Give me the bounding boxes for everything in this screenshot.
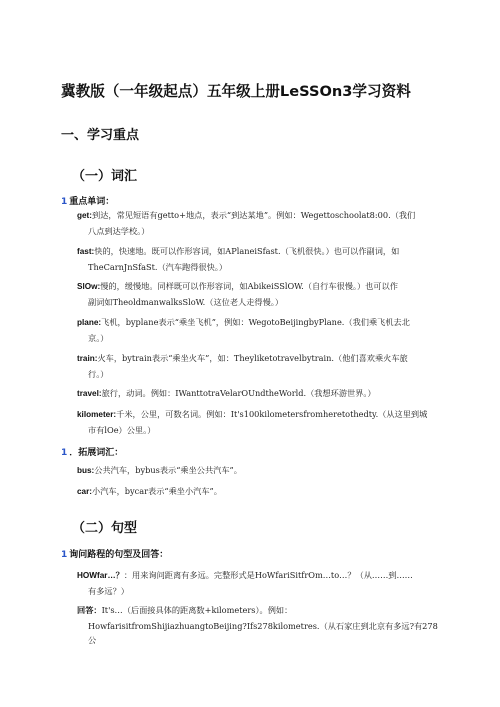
vocab-entry-slow	[77, 279, 442, 309]
ext-entry-bus	[77, 463, 442, 479]
vocab-entry-fast	[77, 244, 442, 274]
entry-text: ：用来询问距离有多远。完整形式是HoWfariSitfrOm…to…？（从……到……	[123, 570, 413, 580]
entry-keyword: SlOw:	[77, 282, 101, 291]
extended-words-heading	[61, 445, 123, 458]
entry-text-continued: HowfarisitfromShijiazhuangtoBeijing?Ifs278kilometres.（从石家庄到北京有多远?有278公	[88, 620, 438, 646]
entry-text-continued: TheCarnJnSfaSt.（汽车跑得很快。）	[88, 261, 228, 272]
entry-keyword: HOWfar…？	[77, 571, 124, 580]
entry-keyword: 回答：	[77, 606, 102, 615]
entry-keyword: plane:	[77, 318, 102, 327]
subsection-sentence-patterns: （二）句型	[72, 521, 138, 536]
entry-keyword: kilometer:	[77, 410, 117, 419]
vocab-entry-kilometer	[77, 407, 442, 437]
entry-text: 小汽车，bycar表示“乘坐小汽车”。	[92, 486, 222, 496]
entry-text-continued: 行。）	[88, 368, 109, 379]
document-title: 冀教版（一年级起点）五年级上册LeSSOn3学习资料	[61, 83, 411, 100]
extended-words-label: ．拓展词汇：	[69, 448, 124, 458]
list-number: 1	[61, 550, 68, 560]
entry-text-continued: 副词如TheoldmanwalksSloW.（这位老人走得慢。）	[88, 296, 284, 307]
list-number: 1	[61, 448, 68, 458]
entry-keyword: bus:	[77, 466, 95, 475]
vocab-entry-plane	[77, 315, 442, 345]
entry-text: 快的，快速地。既可以作形容词，如APlaneiSfast.（飞机很快。）也可以作副词，如	[94, 246, 400, 256]
section-heading-study-focus: 一、学习重点	[61, 128, 140, 143]
key-words-label: 重点单词：	[69, 197, 115, 207]
ext-entry-car	[77, 484, 442, 500]
sentence-entry-answer	[77, 603, 442, 648]
entry-text-continued: 有多远？）	[88, 585, 129, 596]
entry-keyword: fast:	[77, 247, 95, 256]
entry-keyword: train:	[77, 354, 98, 363]
entry-text: 火车，bytrain表示“乘坐火车”，如：Theyliketotravelbytrain.（他们喜欢乘火车旅	[97, 353, 408, 363]
entry-text: 千米，公里，可数名词。例如：It's100kilometersfromheretothedty.（从这里到城	[116, 409, 428, 419]
sentence-entry-how-far	[77, 568, 442, 598]
subsection-vocabulary: （一）词汇	[72, 169, 138, 184]
entry-text-continued: 市有lOe）公里。）	[88, 424, 156, 435]
entry-keyword: car:	[77, 487, 93, 496]
vocab-entry-travel	[77, 386, 442, 402]
entry-text: 到达，常见短语有getto+地点，表示“到达某地”。例如：Wegettoschoolat8:00.（我们	[92, 210, 416, 220]
entry-keyword: get:	[77, 211, 93, 220]
entry-text: 慢的，缓慢地。同样既可以作形容词，如AbikeiSSlOW.（自行车很慢。）也可以作	[100, 281, 398, 291]
entry-text: 公共汽车，bybus表示“乘坐公共汽车”。	[94, 465, 242, 475]
vocab-entry-get	[77, 208, 442, 238]
distance-question-heading	[61, 547, 168, 560]
entry-text: 飞机，byplane表示“乘坐飞机”，例如：WegotoBeijingbyPlane.（我们乘飞机去北	[101, 317, 410, 327]
distance-question-label: 询问路程的句型及回答：	[69, 550, 169, 560]
vocab-entry-train	[77, 351, 442, 381]
entry-keyword: travel:	[77, 389, 102, 398]
entry-text: It's…（后面接具体的距离数+kilometers）。例如：	[101, 605, 293, 615]
list-number: 1	[61, 197, 68, 207]
key-words-heading	[61, 194, 114, 207]
entry-text-continued: 八点到达学校。）	[88, 225, 150, 236]
entry-text-continued: 京。）	[88, 332, 109, 343]
entry-text: 旅行，动词。例如：IWanttotraVelarOUndtheWorld.（我想环游世界。）	[101, 388, 376, 398]
